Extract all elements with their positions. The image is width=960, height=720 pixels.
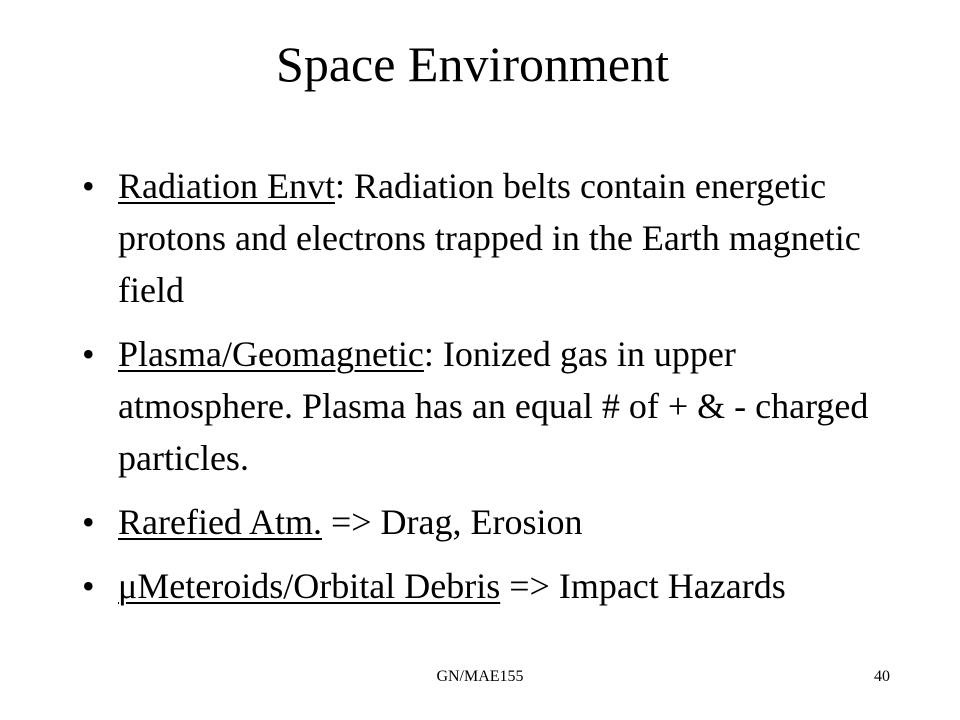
bullet-icon: • bbox=[82, 334, 95, 374]
bullet-text: : Radiation belts contain energetic protons and electrons trapped in the Earth magnetic field bbox=[118, 166, 861, 310]
bullet-text: : Ionized gas in upper atmosphere. Plasma has an equal # of + & - charged particles. bbox=[118, 334, 869, 478]
slide-title: Space Environment bbox=[276, 36, 669, 92]
bullet-debris bbox=[82, 560, 892, 612]
footer-label: GN/MAE155 bbox=[436, 668, 524, 685]
bullet-text: => Drag, Erosion bbox=[321, 502, 583, 542]
bullet-radiation bbox=[82, 160, 892, 316]
bullet-plasma bbox=[82, 328, 892, 484]
page-number: 40 bbox=[874, 668, 890, 685]
bullet-icon: • bbox=[82, 166, 95, 206]
bullet-icon: • bbox=[82, 502, 95, 542]
bullet-icon: • bbox=[82, 566, 95, 606]
bullet-text: => Impact Hazards bbox=[500, 566, 786, 606]
bullet-term: Radiation Envt bbox=[118, 166, 335, 206]
bullet-term: Plasma/Geomagnetic bbox=[118, 334, 424, 374]
bullet-term: Rarefied Atm. bbox=[118, 502, 322, 542]
bullet-list bbox=[82, 160, 892, 624]
bullet-rarefied bbox=[82, 496, 892, 548]
bullet-term: μMeteroids/Orbital Debris bbox=[118, 566, 501, 606]
